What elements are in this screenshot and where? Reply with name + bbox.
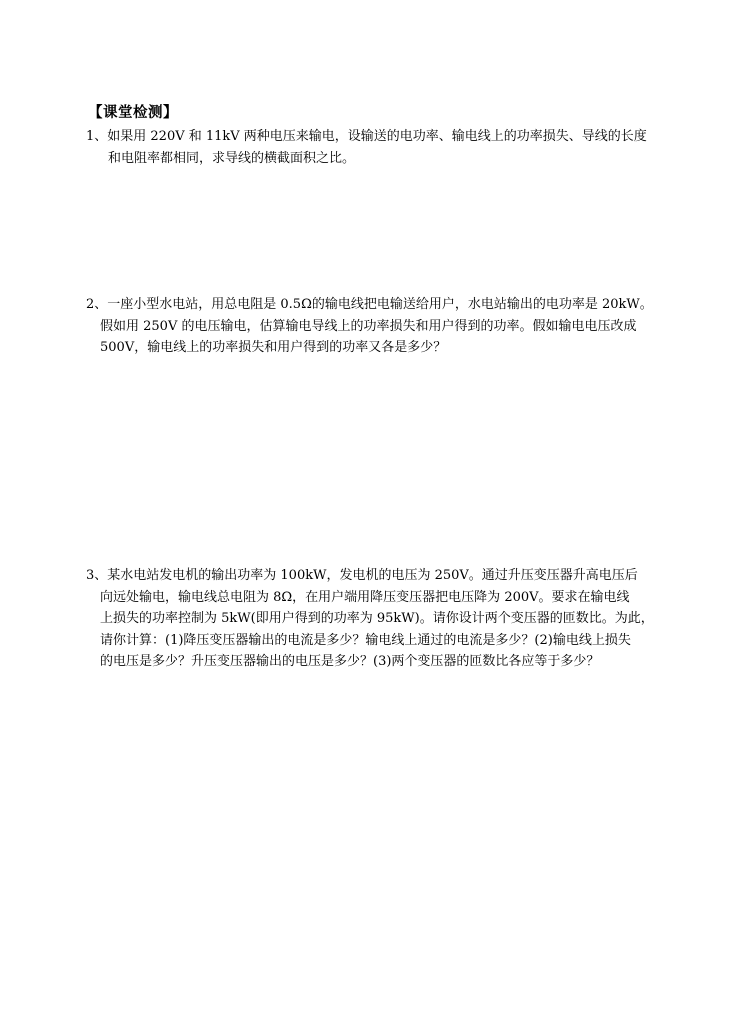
question-3-line-5: 的电压是多少？升压变压器输出的电压是多少？(3)两个变压器的匝数比各应等于多少？ <box>100 654 600 669</box>
question-3-line-2: 向远处输电，输电线总电阻为 8Ω，在用户端用降压变压器把电压降为 200V。要求在输电线 <box>100 589 630 605</box>
section-title: 【课堂检测】 <box>88 105 178 121</box>
question-3-line-4: 请你计算：(1)降压变压器输出的电流是多少？输电线上通过的电流是多少？(2)输电线上损失 <box>100 632 631 648</box>
question-3-line-3: 上损失的功率控制为 5kW(即用户得到的功率为 95kW)。请你设计两个变压器的匝数比。为此， <box>100 611 654 626</box>
question-3 <box>86 565 678 673</box>
question-2-line-2: 假如用 250V 的电压输电，估算输电导线上的功率损失和用户得到的功率。假如输电电压改成 <box>100 318 637 334</box>
question-3-line-1: 3、某水电站发电机的输出功率为 100kW，发电机的电压为 250V。通过升压变压器升高电压后 <box>86 568 638 583</box>
question-1 <box>86 126 678 169</box>
question-2 <box>86 294 678 359</box>
question-1-line-2: 和电阻率都相同，求导线的横截面积之比。 <box>108 150 356 166</box>
question-2-line-1: 2、一座小型水电站，用总电阻是 0.5Ω的输电线把电输送给用户，水电站输出的电功率是 20kW。 <box>86 297 653 312</box>
question-2-line-3: 500V，输电线上的功率损失和用户得到的功率又各是多少？ <box>100 340 447 355</box>
question-1-line-1: 1、如果用 220V 和 11kV 两种电压来输电，设输送的电功率、输电线上的功率损失、导线的长度 <box>86 129 647 144</box>
